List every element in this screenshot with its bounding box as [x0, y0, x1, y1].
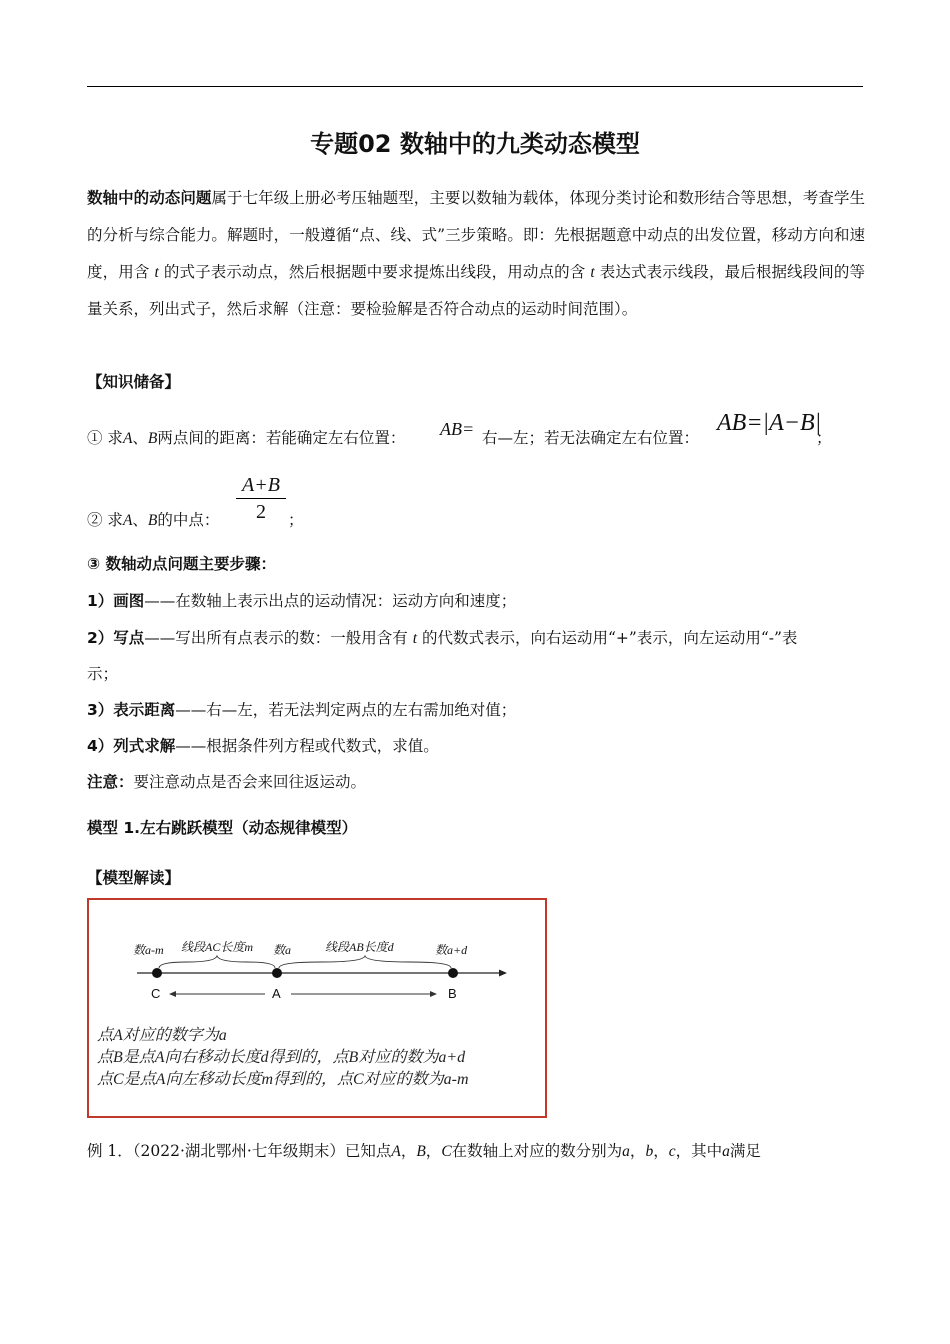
knowledge-item-2: ② 求A、B的中点：: [87, 511, 220, 529]
label-ac-length: 线段AC长度m: [181, 940, 254, 954]
point-b-dot: [448, 968, 458, 978]
intro-bold: 数轴中的动态问题: [87, 189, 212, 207]
diagram-text-3: 点C是点A向左移动长度m得到的，点C对应的数为a-m: [97, 1071, 469, 1088]
example-1: 例 1．（2022·湖北鄂州·七年级期末）已知点A，B，C在数轴上对应的数分别为a，b，c，其中a满足: [87, 1142, 761, 1160]
step-4: 4）列式求解——根据条件列方程或代数式，求值。: [87, 737, 439, 755]
point-a-dot: [272, 968, 282, 978]
label-c-value: 数a-m: [133, 943, 164, 957]
brace-ac: [159, 956, 275, 968]
number-line-svg: [89, 900, 545, 1020]
knowledge-item-1-mid: 右—左；若无法确定左右位置：: [482, 429, 700, 447]
knowledge-item-1: ① 求A、B两点间的距离：若能确定左右位置：: [87, 429, 406, 447]
step-1: 1）画图——在数轴上表示出点的运动情况：运动方向和速度；: [87, 592, 517, 610]
step-3: 3）表示距离——右—左，若无法判定两点的左右需加绝对值；: [87, 701, 517, 719]
label-ab-length: 线段AB长度d: [325, 940, 394, 954]
distance-formula-2: AB=|A−B|: [717, 410, 822, 436]
point-c-label: C: [151, 986, 161, 1001]
note: 注意：要注意动点是否会来回往返运动。: [87, 773, 367, 791]
semicolon-2: ；: [288, 511, 304, 529]
page-title: 专题02 数轴中的九类动态模型: [310, 130, 640, 158]
model1-heading: 模型 1.左右跳跃模型（动态规律模型）: [87, 819, 358, 837]
knowledge-heading: 【知识储备】: [87, 373, 181, 391]
label-b-value: 数a+d: [435, 943, 468, 957]
arrow-right-icon: [430, 991, 437, 997]
brace-ab: [279, 956, 451, 968]
step-2: 2）写点——写出所有点表示的数：一般用含有 t 的代数式表示，向右运动用“+”表示，向左运动用“-”表: [87, 629, 798, 647]
diagram-text-1: 点A对应的数字为a: [97, 1027, 227, 1044]
number-line-arrow-icon: [499, 970, 507, 977]
distance-formula-1: AB=: [440, 419, 475, 439]
point-c-dot: [152, 968, 162, 978]
point-a-label: A: [272, 986, 281, 1001]
step-2-cont: 示；: [87, 665, 119, 683]
diagram-text-2: 点B是点A向右移动长度d得到的，点B对应的数为a+d: [97, 1049, 466, 1066]
intro-paragraph: 数轴中的动态问题属于七年级上册必考压轴题型，主要以数轴为载体，体现分类讨论和数形结合等思想，考查学生的分析与综合能力。解题时，一般遵循“点、线、式”三步策略。即：先根据题意中动点的出发位置，移动方向和速度，用含 t 的式子表示动点，然后根据题中要求提炼出线段，用动点的含 t 表达式表示线段，最后根据线段间的等量关系，列出式子，然后求解（注意：要检验解是否符合动点的运动时间范围）。: [87, 189, 865, 318]
arrow-left-icon: [169, 991, 176, 997]
header-rule: [87, 86, 863, 87]
semicolon: ；: [816, 429, 832, 447]
model1-sub: 【模型解读】: [87, 869, 181, 887]
knowledge-item-3: ③ 数轴动点问题主要步骤：: [87, 555, 277, 573]
label-a-value: 数a: [273, 943, 292, 957]
midpoint-fraction: $\frac{A+B}{2}$: [236, 474, 286, 524]
point-b-label: B: [448, 986, 457, 1001]
model-diagram-box: [87, 898, 547, 1118]
